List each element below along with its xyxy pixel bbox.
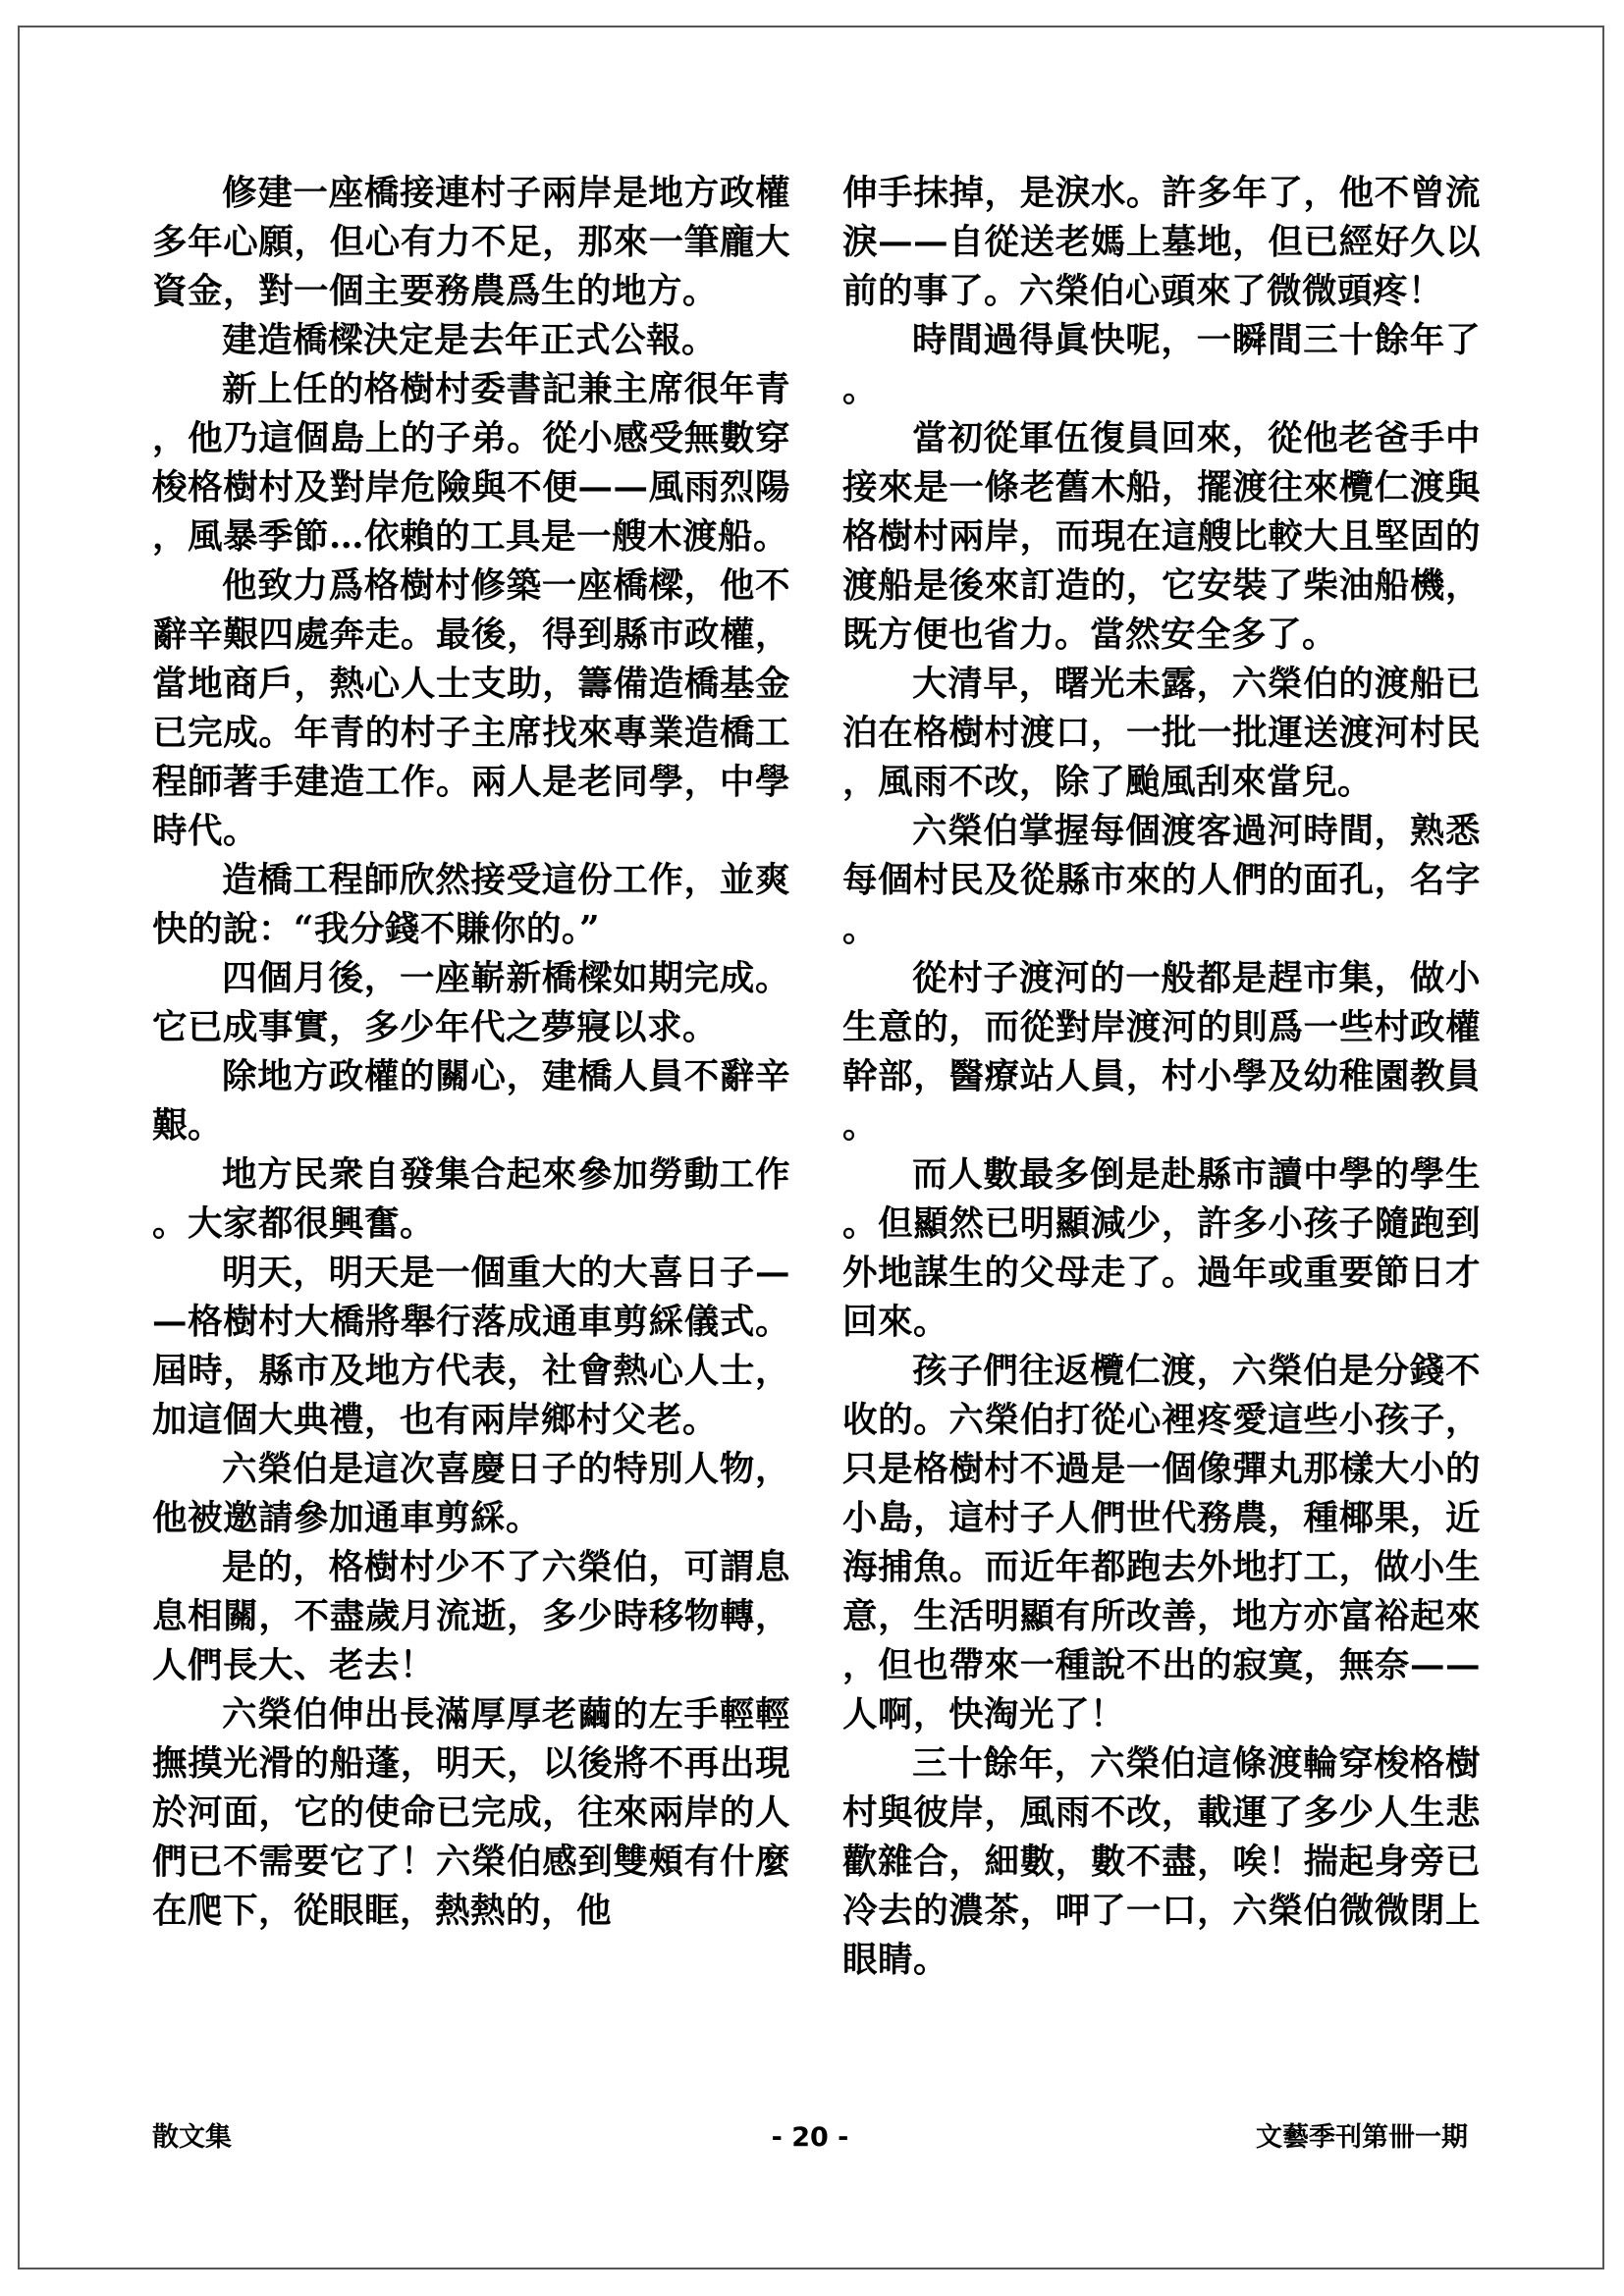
paragraph: 六榮伯是這次喜慶日子的特別人物，他被邀請參加通車剪綵。: [152, 1449, 790, 1538]
paragraph: 修建一座橋接連村子兩岸是地方政權多年心願，但心有力不足，那來一筆龐大資金，對一個主要務農爲生的地方。: [152, 173, 790, 311]
footer-publication-title: 文藝季刊第卌一期: [1256, 2122, 1468, 2153]
paragraph: 而人數最多倒是赴縣市讀中學的學生。但顯然已明顯減少，許多小孩子隨跑到外地謀生的父母走了。過年或重要節日才回來。: [842, 1154, 1481, 1342]
paragraph: 他致力爲格樹村修築一座橋樑，他不辭辛艱四處奔走。最後，得到縣市政權，當地商戶，熱心人士支助，籌備造橋基金已完成。年青的村子主席找來專業造橋工程師著手建造工作。兩人是老同學，中學時代。: [152, 565, 790, 851]
paragraph: 建造橋樑決定是去年正式公報。: [222, 320, 718, 360]
paragraph: 新上任的格樹村委書記兼主席很年青，他乃這個島上的子弟。從小感受無數穿梭格樹村及對岸危險與不便——風雨烈陽，風暴季節…依賴的工具是一艘木渡船。: [152, 369, 790, 557]
paragraph: 四個月後，一座嶄新橋樑如期完成。它已成事實，多少年代之夢寢以求。: [152, 958, 790, 1047]
paragraph-continuation: 伸手抹掉，是淚水。許多年了，他不曾流淚——自從送老媽上墓地，但已經好久以前的事了。六榮伯心頭來了微微頭疼！: [842, 173, 1481, 311]
paragraph: 從村子渡河的一般都是趕市集，做小生意的，而從對岸渡河的則爲一些村政權幹部，醫療站人員，村小學及幼稚園教員。: [842, 958, 1481, 1146]
paragraph: 時間過得眞快呢，一瞬間三十餘年了。: [842, 320, 1481, 409]
paragraph: 孩子們往返欖仁渡，六榮伯是分錢不收的。六榮伯打從心裡疼愛這些小孩子，只是格樹村不過是一個像彈丸那樣大小的小島，這村子人們世代務農，種椰果，近海捕魚。而近年都跑去外地打工，做小生意，生活明顯有所改善，地方亦富裕起來，但也帶來一種說不出的寂寞，無奈——人啊，快淘光了！: [842, 1351, 1481, 1735]
paragraph: 是的，格樹村少不了六榮伯，可謂息息相關，不盡歲月流逝，多少時移物轉，人們長大、老去！: [152, 1547, 790, 1685]
page-footer: [152, 2118, 1468, 2158]
paragraph: 三十餘年，六榮伯這條渡輪穿梭格樹村與彼岸，風雨不改，載運了多少人生悲歡雜合，細數，數不盡，唉！揣起身旁已冷去的濃茶，呷了一口，六榮伯微微閉上眼睛。: [842, 1743, 1481, 1980]
paragraph: 六榮伯掌握每個渡客過河時間，熟悉每個村民及從縣市來的人們的面孔，名字。: [842, 811, 1481, 949]
paragraph: 地方民衆自發集合起來參加勞動工作。大家都很興奮。: [152, 1154, 790, 1244]
paragraph: 當初從軍伍復員回來，從他老爸手中接來是一條老舊木船，擺渡往來欖仁渡與格樹村兩岸，而現在這艘比較大且堅固的渡船是後來訂造的，它安裝了柴油船機，既方便也省力。當然安全多了。: [842, 418, 1481, 655]
paragraph: 除地方政權的關心，建橋人員不辭辛艱。: [152, 1056, 790, 1146]
footer-section-title: 散文集: [152, 2122, 232, 2153]
page-number: - 20 -: [771, 2122, 849, 2153]
paragraph: 六榮伯伸出長滿厚厚老繭的左手輕輕撫摸光滑的船蓬，明天，以後將不再出現於河面，它的使命已完成，往來兩岸的人們已不需要它了！六榮伯感到雙頰有什麼在爬下，從眼眶，熱熱的，他: [152, 1694, 790, 1931]
paragraph: 大清早，曙光未露，六榮伯的渡船已泊在格樹村渡口，一批一批運送渡河村民，風雨不改，除了颱風刮來當兒。: [842, 664, 1481, 802]
paragraph: 造橋工程師欣然接受這份工作，並爽快的說：“我分錢不賺你的。”: [152, 860, 790, 949]
paragraph: 明天，明天是一個重大的大喜日子——格樹村大橋將舉行落成通車剪綵儀式。屆時，縣市及地方代表，社會熱心人士，加這個大典禮，也有兩岸鄉村父老。: [152, 1253, 790, 1440]
article-column-left: [152, 169, 790, 1936]
article-column-right: [842, 169, 1481, 1985]
